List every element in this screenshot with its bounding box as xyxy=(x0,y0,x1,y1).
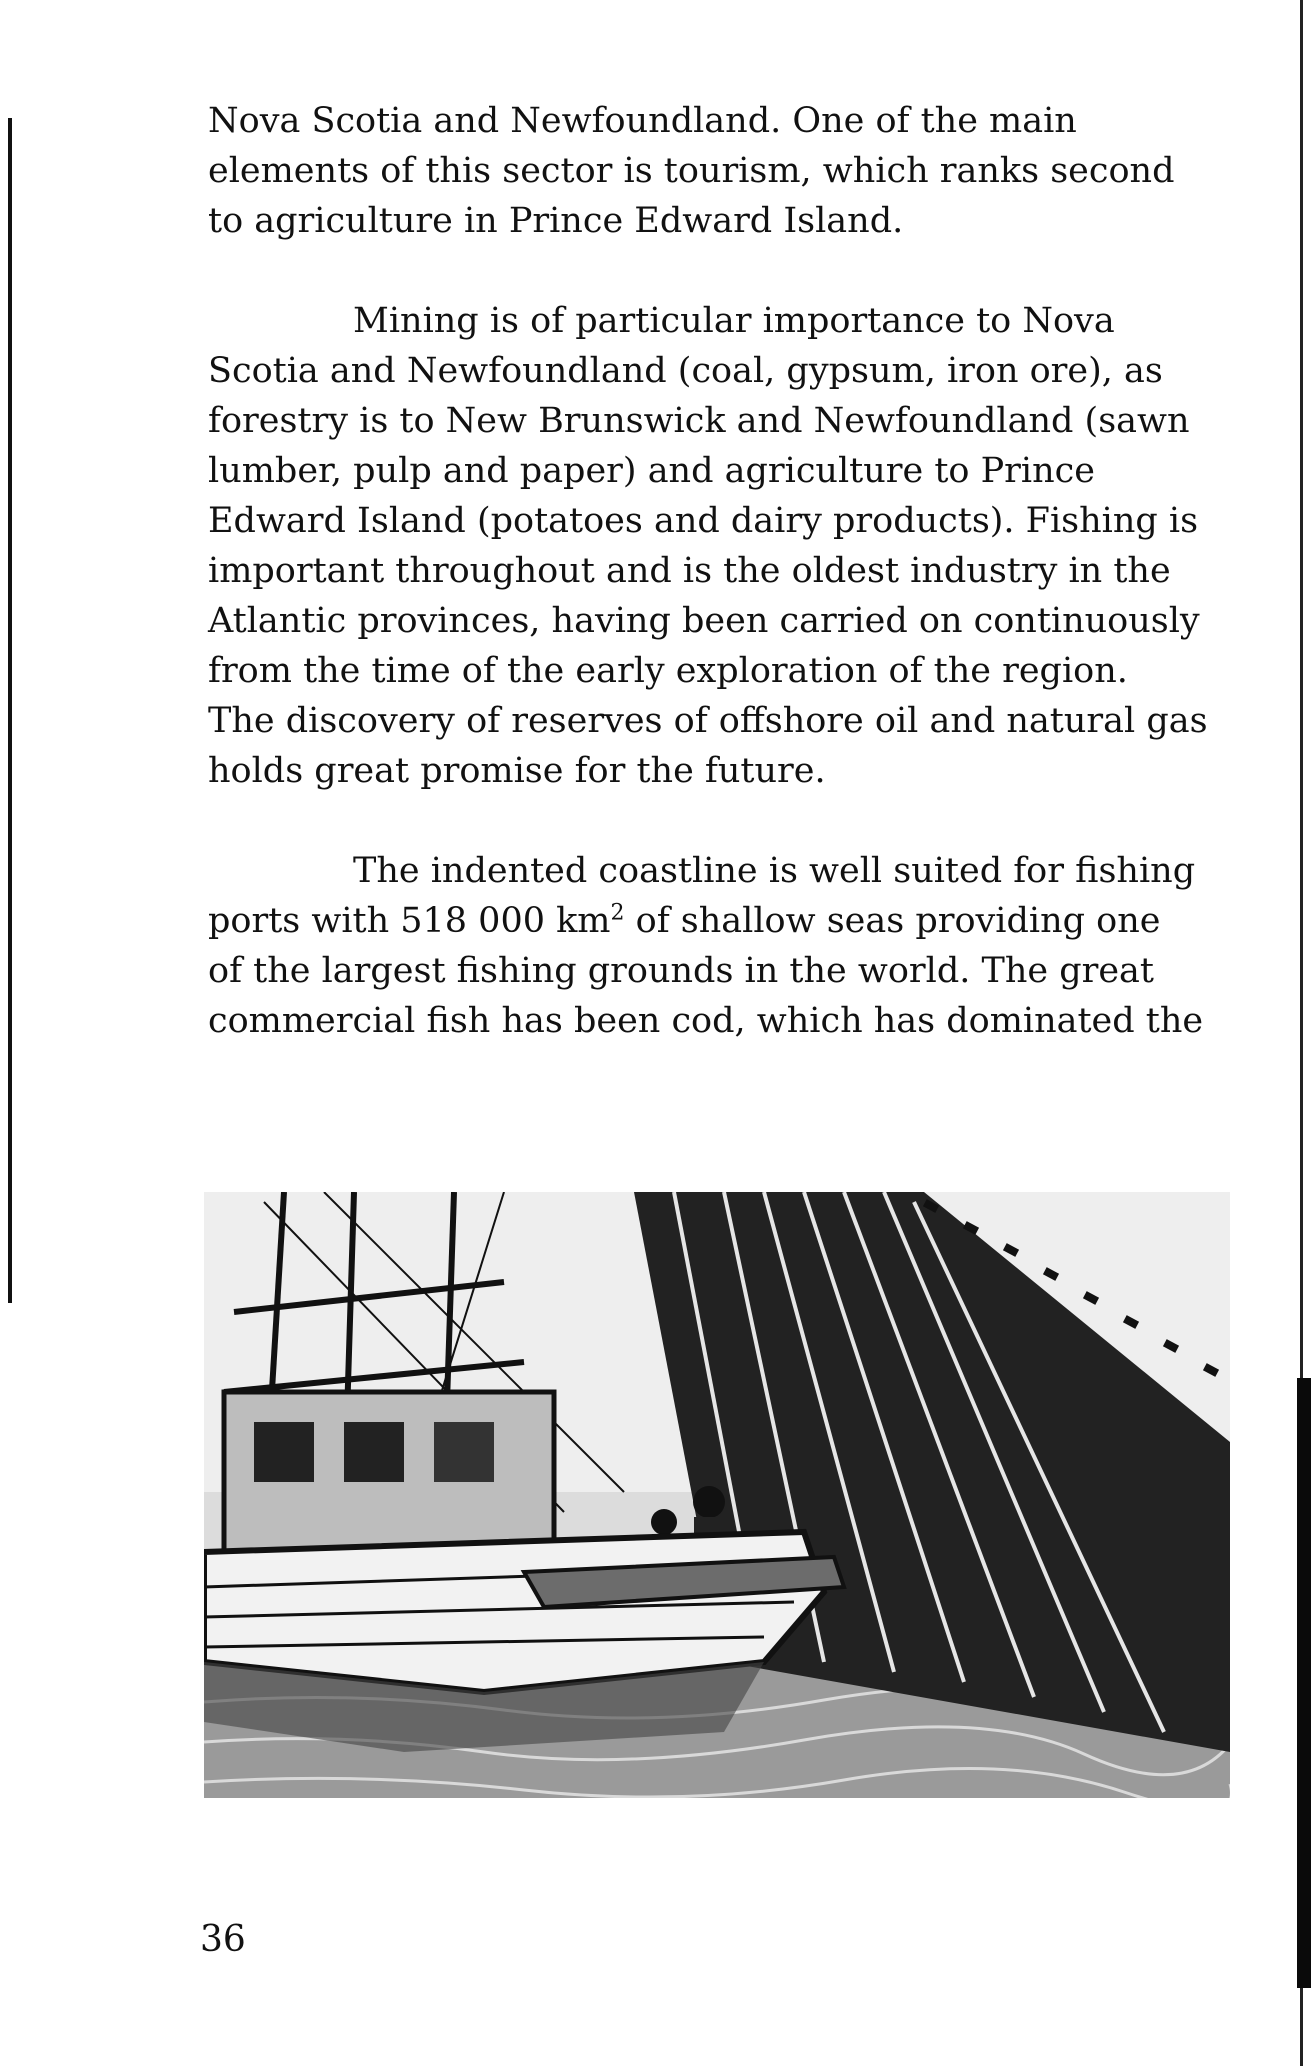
text-run: of shallow seas providing one of the largest fishing grounds in the world. The great commercial fish has been cod, which has dominated the xyxy=(208,901,1204,1041)
text-line: lumber, pulp and paper) and agriculture to Prince xyxy=(208,451,1095,491)
fishing-boat-photo xyxy=(204,1192,1230,1798)
text-line: The discovery of reserves of offshore oil and natural gas xyxy=(208,701,1208,741)
text-line: Nova Scotia and Newfoundland. One of the main xyxy=(208,101,1077,141)
scan-edge-bar xyxy=(1297,1378,1311,1988)
paragraph-2 xyxy=(208,296,1238,796)
text-run: The indented coastline is well suited for fishing ports with 518 000 km xyxy=(208,851,1196,941)
text-line: Scotia and Newfoundland (coal, gypsum, iron ore), as xyxy=(208,351,1163,391)
text-line: Edward Island (potatoes and dairy products). Fishing is xyxy=(208,501,1199,541)
text-line: important throughout and is the oldest industry in the xyxy=(208,551,1171,591)
text-line: to agriculture in Prince Edward Island. xyxy=(208,201,904,241)
page-number: 36 xyxy=(200,1919,246,1960)
superscript: 2 xyxy=(610,900,625,926)
paragraph-3 xyxy=(208,846,1238,1046)
text-line: from the time of the early exploration of the region. xyxy=(208,651,1128,691)
paragraph-1 xyxy=(208,96,1238,246)
text-line: elements of this sector is tourism, which ranks second xyxy=(208,151,1175,191)
body-text xyxy=(208,96,1238,1046)
text-line: holds great promise for the future. xyxy=(208,751,826,791)
text-line: forestry is to New Brunswick and Newfoundland (sawn xyxy=(208,401,1190,441)
scan-margin-rule-left xyxy=(8,118,12,1303)
text-line: Mining is of particular importance to Nova xyxy=(353,301,1115,341)
text-line: Atlantic provinces, having been carried on continuously xyxy=(208,601,1200,641)
